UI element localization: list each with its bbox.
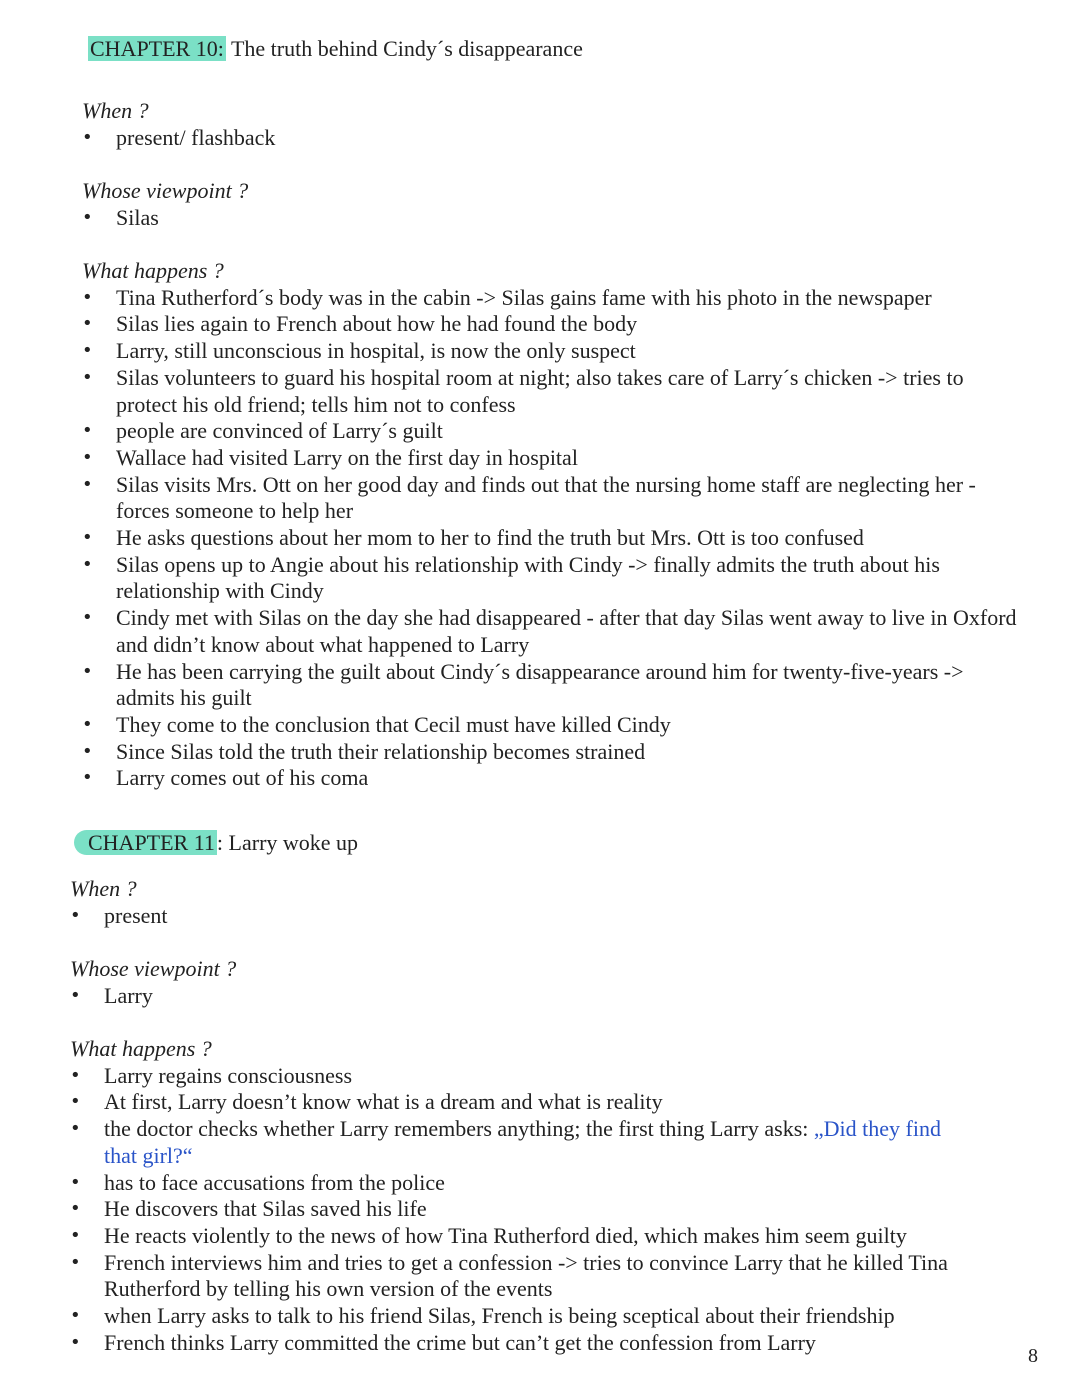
chapter-11-label: CHAPTER 11 (74, 830, 217, 855)
list-item: • Cindy met with Silas on the day she had disappeared - after that day Silas went away to live in Oxford and didn’t know about what happened to Larry (82, 605, 1022, 658)
list-item: • French thinks Larry committed the crime but can’t get the confession from Larry (70, 1330, 970, 1357)
happens-question: What happens ? (70, 1036, 212, 1061)
larry-quote: „Did they find that girl?“ (104, 1116, 941, 1168)
list-item: • Larry comes out of his coma (82, 765, 1022, 792)
list-item: • Larry regains consciousness (70, 1063, 970, 1090)
chapter-10-label: CHAPTER 10: (90, 36, 224, 61)
chapter-10-when (82, 98, 1022, 151)
chapter-11-title: : Larry woke up (216, 830, 359, 855)
list-item: • Silas (82, 205, 1022, 232)
chapter-10-title: The truth behind Cindy´s disappearance (225, 36, 583, 61)
list-item: • Silas lies again to French about how he had found the body (82, 311, 1022, 338)
page-number: 8 (1028, 1345, 1038, 1367)
list-item: • Larry, still unconscious in hospital, is now the only suspect (82, 338, 1022, 365)
list-item: • present (70, 903, 1020, 930)
list-item: • has to face accusations from the police (70, 1170, 970, 1197)
list-item: • Larry (70, 983, 1020, 1010)
list-item: • They come to the conclusion that Cecil must have killed Cindy (82, 712, 1022, 739)
chapter-10-events (82, 258, 1022, 792)
list-item: • He discovers that Silas saved his life (70, 1196, 970, 1223)
chapter-11-events (70, 1036, 970, 1356)
list-item: • French interviews him and tries to get a confession -> tries to convince Larry that he killed Tina Rutherford by telling his own version of the events (70, 1250, 970, 1303)
list-item: • people are convinced of Larry´s guilt (82, 418, 1022, 445)
viewpoint-question: Whose viewpoint ? (82, 178, 249, 203)
list-item: • At first, Larry doesn’t know what is a dream and what is reality (70, 1089, 970, 1116)
chapter-11-when (70, 876, 1020, 929)
list-item: • He has been carrying the guilt about Cindy´s disappearance around him for twenty-five-years -> admits his guilt (82, 659, 1022, 712)
list-item: • He reacts violently to the news of how Tina Rutherford died, which makes him seem guilty (70, 1223, 970, 1250)
list-item: • Silas visits Mrs. Ott on her good day and finds out that the nursing home staff are neglecting her - forces someone to help her (82, 472, 1022, 525)
list-item (70, 1116, 970, 1169)
chapter-10-viewpoint (82, 178, 1022, 231)
doctor-event-text: the doctor checks whether Larry remembers anything; the first thing Larry asks: (104, 1116, 814, 1142)
list-item: • Wallace had visited Larry on the first day in hospital (82, 445, 1022, 472)
chapter-11-viewpoint (70, 956, 1020, 1009)
chapter-11-heading (88, 829, 358, 857)
list-item: • Since Silas told the truth their relationship becomes strained (82, 739, 1022, 766)
list-item: • He asks questions about her mom to her to find the truth but Mrs. Ott is too confused (82, 525, 1022, 552)
list-item: • present/ flashback (82, 125, 1022, 152)
chapter-10-heading (88, 35, 583, 63)
list-item: • Silas opens up to Angie about his relationship with Cindy -> finally admits the truth about his relationship with Cindy (82, 552, 1022, 605)
viewpoint-question: Whose viewpoint ? (70, 956, 237, 981)
when-question: When ? (70, 876, 137, 901)
when-question: When ? (82, 98, 149, 123)
list-item: • Silas volunteers to guard his hospital room at night; also takes care of Larry´s chicken -> tries to protect his old friend; tells him not to confess (82, 365, 1022, 418)
list-item: • when Larry asks to talk to his friend Silas, French is being sceptical about their friendship (70, 1303, 970, 1330)
happens-question: What happens ? (82, 258, 224, 283)
list-item: • Tina Rutherford´s body was in the cabin -> Silas gains fame with his photo in the newspaper (82, 285, 1022, 312)
